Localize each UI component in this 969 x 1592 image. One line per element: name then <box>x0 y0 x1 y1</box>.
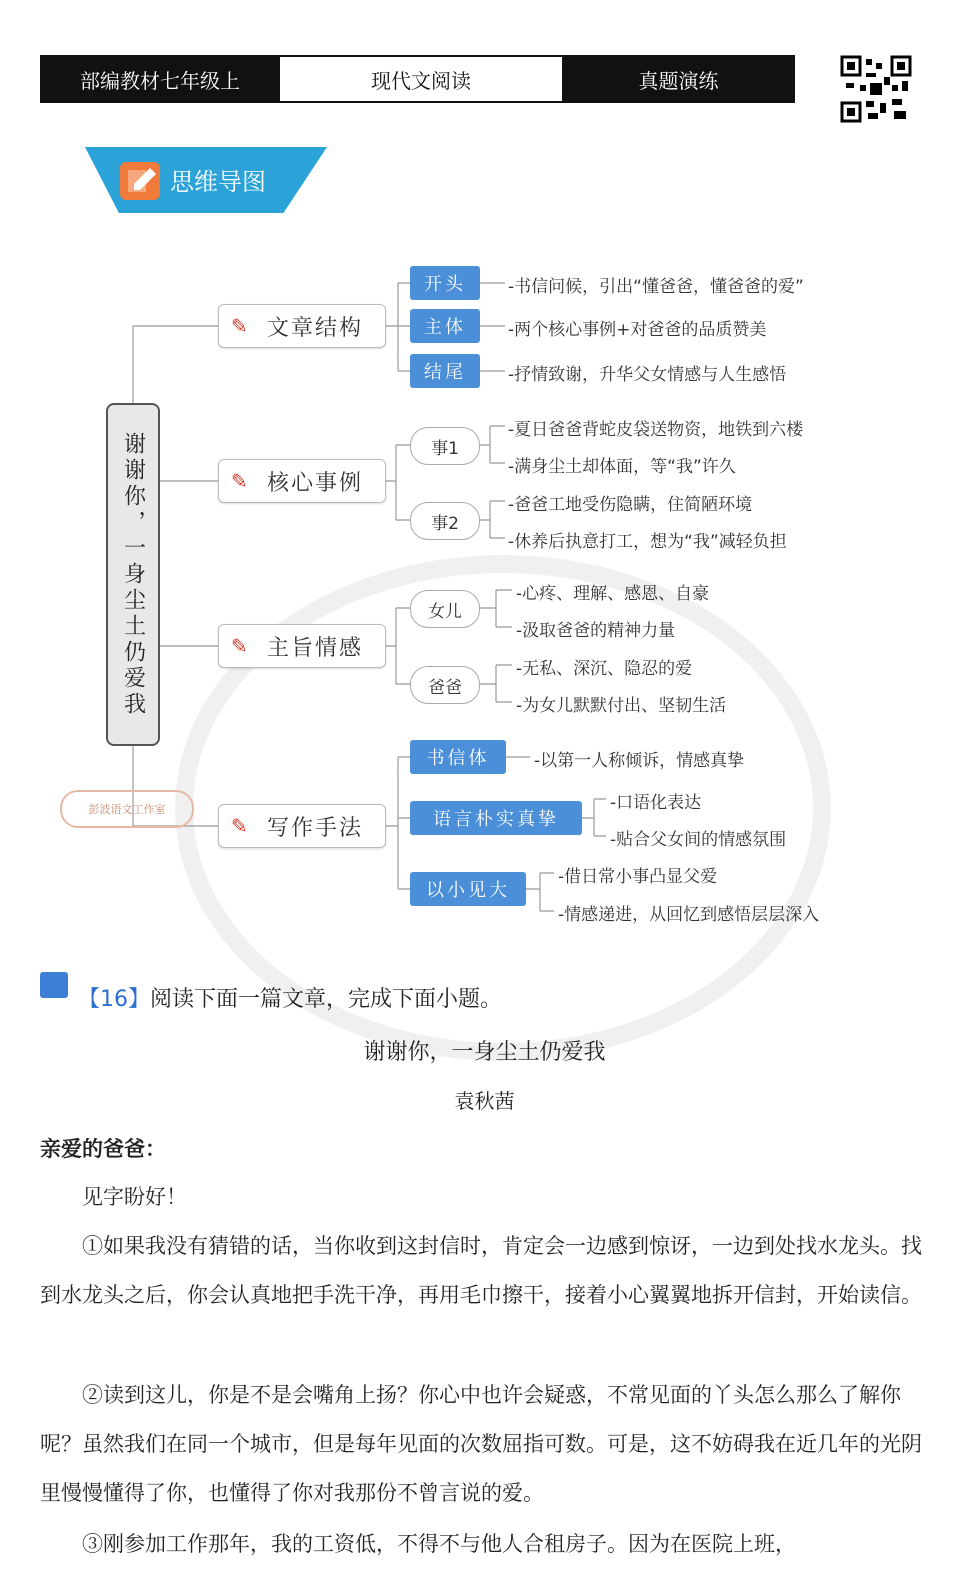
leaf-text: -书信问候，引出“懂爸爸，懂爸爸的爱” <box>508 277 804 297</box>
leaf-text: -汲取爸爸的精神力量 <box>516 621 676 641</box>
bookmark-icon <box>40 972 68 998</box>
mindmap-root <box>106 403 160 746</box>
section-label: 写作手法 <box>267 815 364 841</box>
header-grade: 部编教材七年级上 <box>42 57 278 101</box>
tag-opening: 开头 <box>410 266 480 300</box>
section-technique <box>218 804 386 848</box>
article-author: 袁秋茜 <box>454 1089 515 1113</box>
tag-ending: 结尾 <box>410 354 480 388</box>
tag-plain-language: 语言朴实真挚 <box>410 801 582 835</box>
pencil-icon: ✎ <box>231 634 248 658</box>
pencil-icon: ✎ <box>231 469 248 493</box>
leaf-text: -无私、深沉、隐忍的爱 <box>516 659 693 679</box>
section-events <box>218 459 386 503</box>
header-section: 真题演练 <box>564 57 793 101</box>
leaf-text: -心疼、理解、感恩、自豪 <box>516 584 710 604</box>
banner-title: 思维导图 <box>170 168 266 196</box>
tag-body: 主体 <box>410 309 480 343</box>
leaf-text: -两个核心事例+对爸爸的品质赞美 <box>508 320 767 340</box>
section-label: 主旨情感 <box>267 635 364 661</box>
pencil-icon: ✎ <box>231 814 248 838</box>
header-subject: 现代文阅读 <box>278 57 564 101</box>
leaf-text: -休养后执意打工，想为“我”减轻负担 <box>508 532 787 552</box>
oval-daughter: 女儿 <box>410 590 480 628</box>
paragraph-1: ①如果我没有猜错的话，当你收到这封信时，肯定会一边感到惊讶，一边到处找水龙头。找到水龙头之后，你会认真地把手洗干净，再用毛巾擦干，接着小心翼翼地拆开信封，开始读信。 <box>40 1234 922 1307</box>
leaf-text: -口语化表达 <box>610 793 702 813</box>
tag-small-to-big: 以小见大 <box>410 872 526 906</box>
tag-letter-style: 书信体 <box>410 740 506 774</box>
oval-father: 爸爸 <box>410 666 480 704</box>
question-prompt: 阅读下面一篇文章，完成下面小题。 <box>150 987 503 1012</box>
section-structure <box>218 304 386 348</box>
leaf-text: -为女儿默默付出、坚韧生活 <box>516 696 727 716</box>
root-title: 谢谢你，一身尘土仍爱我 <box>120 431 146 718</box>
leaf-text: -借日常小事凸显父爱 <box>558 867 718 887</box>
article-title: 谢谢你，一身尘土仍爱我 <box>363 1040 606 1065</box>
oval-event-2: 事2 <box>410 502 480 540</box>
leaf-text: -满身尘土却体面，等“我”许久 <box>508 457 736 477</box>
oval-event-1: 事1 <box>410 427 480 465</box>
leaf-text: -以第一人称倾诉，情感真挚 <box>534 751 745 771</box>
paragraph-2: ②读到这儿，你是不是会嘴角上扬？你心中也许会疑惑，不常见面的丫头怎么那么了解你呢？虽然我们在同一个城市，但是每年见面的次数屈指可数。可是，这不妨碍我在近几年的光阴里慢慢懂得了你，也懂得了你对我那份不曾言说的爱。 <box>40 1383 922 1505</box>
leaf-text: -情感递进，从回忆到感悟层层深入 <box>558 905 820 925</box>
studio-stamp: 彭波语文工作室 <box>60 790 194 828</box>
question-line <box>78 982 502 1013</box>
section-label: 文章结构 <box>267 315 364 341</box>
leaf-text: -抒情致谢，升华父女情感与人生感悟 <box>508 365 787 385</box>
section-label: 核心事例 <box>267 470 364 496</box>
salutation: 亲爱的爸爸： <box>40 1136 166 1161</box>
leaf-text: -夏日爸爸背蛇皮袋送物资，地铁到六楼 <box>508 420 804 440</box>
paragraph-3: ③刚参加工作那年，我的工资低，不得不与他人合租房子。因为在医院上班， <box>82 1532 796 1556</box>
section-theme <box>218 624 386 668</box>
question-number: 【16】 <box>78 987 150 1012</box>
pencil-icon: ✎ <box>231 314 248 338</box>
leaf-text: -爸爸工地受伤隐瞒，住简陋环境 <box>508 495 753 515</box>
leaf-text: -贴合父女间的情感氛围 <box>610 830 787 850</box>
greeting: 见字盼好！ <box>82 1185 187 1209</box>
